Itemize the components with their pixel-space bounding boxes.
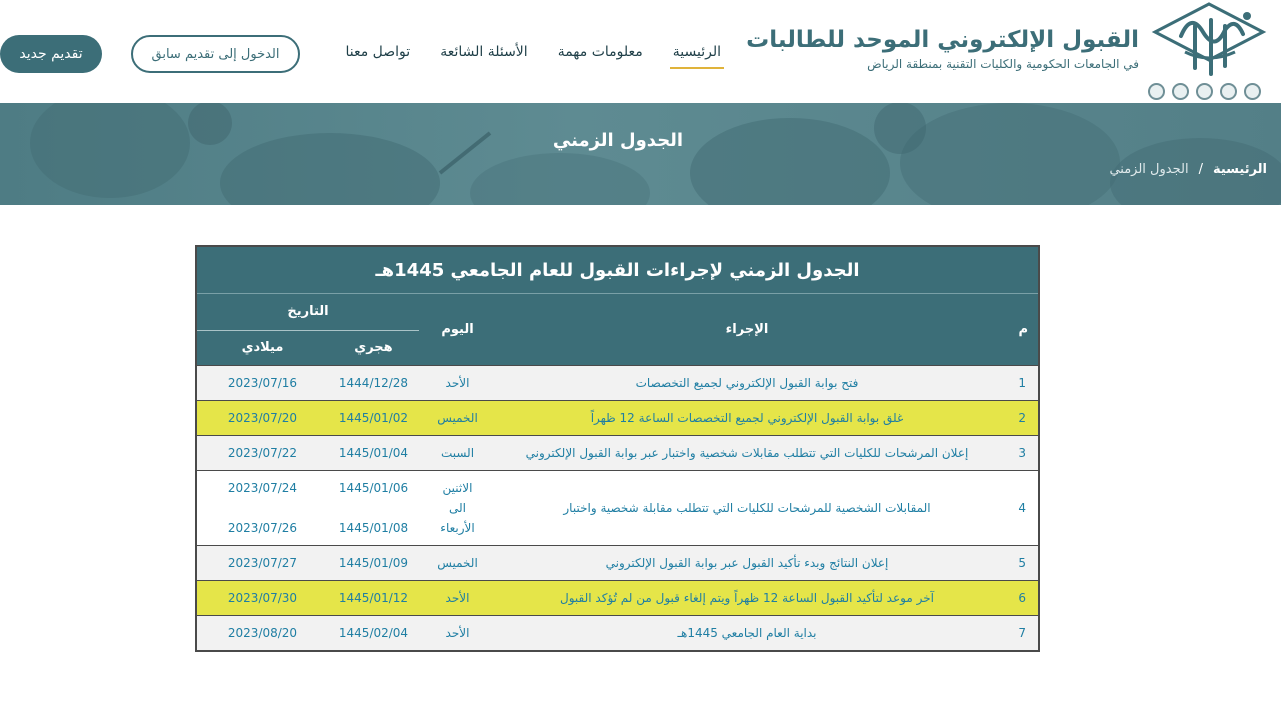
table-row (197, 470, 1038, 545)
site-logo[interactable] (1151, 2, 1267, 100)
row-gregorian-range (197, 470, 328, 545)
row-hijri-from: 1445/01/06 (338, 480, 409, 495)
breadcrumb-current: الجدول الزمني (1109, 162, 1189, 177)
row-num: 5 (998, 545, 1038, 580)
seal-icon (1196, 83, 1213, 100)
row-hijri: 1445/01/09 (328, 545, 419, 580)
breadcrumb-separator: / (1198, 162, 1203, 177)
row-procedure: المقابلات الشخصية للمرشحات للكليات التي تتطلب مقابلة شخصية واختبار (496, 470, 998, 545)
header-gregorian: ميلادي (197, 330, 328, 365)
row-day-from: الاثنين (442, 480, 473, 495)
table-row (197, 580, 1038, 615)
row-hijri-range (328, 470, 419, 545)
login-previous-application-button[interactable]: الدخول إلى تقديم سابق (131, 35, 300, 73)
row-hijri: 1444/12/28 (328, 365, 419, 400)
row-num: 4 (998, 470, 1038, 545)
seal-icon (1220, 83, 1237, 100)
nav-item-faq[interactable]: الأسئلة الشائعة (440, 44, 528, 60)
row-day-to-label: الى (449, 500, 466, 515)
row-gregorian: 2023/07/30 (197, 580, 328, 615)
row-procedure: آخر موعد لتأكيد القبول الساعة 12 ظهراً ويتم إلغاء قبول من لم تُؤكد القبول (496, 580, 998, 615)
header-date: التاريخ (197, 294, 419, 330)
nav-item-important-info[interactable]: معلومات مهمة (557, 44, 643, 60)
row-procedure: إعلان المرشحات للكليات التي تتطلب مقابلات شخصية واختبار عبر بوابة القبول الإلكتروني (496, 435, 998, 470)
nav-item-home[interactable]: الرئيسية (673, 42, 721, 66)
row-day-to: الأربعاء (440, 520, 475, 535)
row-gregorian: 2023/08/20 (197, 615, 328, 650)
partner-seals (1148, 83, 1261, 100)
breadcrumb (1109, 162, 1267, 177)
site-subtitle: في الجامعات الحكومية والكليات التقنية بمنطقة الرياض (867, 57, 1139, 71)
row-num: 3 (998, 435, 1038, 470)
header-procedure: الإجراء (496, 294, 998, 365)
row-procedure: فتح بوابة القبول الإلكتروني لجميع التخصصات (496, 365, 998, 400)
row-num: 1 (998, 365, 1038, 400)
row-num: 6 (998, 580, 1038, 615)
breadcrumb-home-link[interactable]: الرئيسية (1212, 162, 1267, 177)
row-procedure: إعلان النتائج وبدء تأكيد القبول عبر بوابة القبول الإلكتروني (496, 545, 998, 580)
row-procedure: بداية العام الجامعي 1445هـ (496, 615, 998, 650)
row-num: 2 (998, 400, 1038, 435)
page-title: الجدول الزمني (552, 130, 684, 151)
table-row (197, 400, 1038, 435)
row-gregorian-from: 2023/07/24 (227, 480, 298, 495)
row-hijri: 1445/01/04 (328, 435, 419, 470)
row-day: الأحد (419, 615, 496, 650)
row-procedure: غلق بوابة القبول الإلكتروني لجميع التخصصات الساعة 12 ظهراً (496, 400, 998, 435)
row-gregorian: 2023/07/22 (197, 435, 328, 470)
row-num: 7 (998, 615, 1038, 650)
nav-item-contact[interactable]: تواصل معنا (345, 44, 411, 60)
row-gregorian-to: 2023/07/26 (227, 520, 298, 535)
site-title: القبول الإلكتروني الموحد للطالبات (746, 27, 1139, 53)
graduates-silhouette-image (0, 103, 1281, 205)
header-day: اليوم (419, 294, 496, 365)
seal-icon (1244, 83, 1261, 100)
row-gregorian: 2023/07/27 (197, 545, 328, 580)
calligraphy-logo-icon (1151, 2, 1267, 82)
row-day: الخميس (419, 545, 496, 580)
schedule-table (197, 294, 1038, 650)
page-banner (0, 103, 1281, 205)
main-nav (345, 42, 721, 66)
row-day: الأحد (419, 365, 496, 400)
table-row (197, 435, 1038, 470)
row-hijri: 1445/01/12 (328, 580, 419, 615)
table-row (197, 545, 1038, 580)
site-header (0, 0, 1281, 103)
schedule-table-card (195, 245, 1040, 652)
row-hijri-to: 1445/01/08 (338, 520, 409, 535)
row-gregorian: 2023/07/20 (197, 400, 328, 435)
header-num: م (998, 294, 1038, 365)
table-row (197, 615, 1038, 650)
row-day: السبت (419, 435, 496, 470)
row-day-range (419, 470, 496, 545)
schedule-title: الجدول الزمني لإجراءات القبول للعام الجامعي 1445هـ (197, 247, 1038, 294)
row-day: الأحد (419, 580, 496, 615)
row-gregorian: 2023/07/16 (197, 365, 328, 400)
seal-icon (1148, 83, 1165, 100)
header-hijri: هجري (328, 330, 419, 365)
row-hijri: 1445/01/02 (328, 400, 419, 435)
new-application-button[interactable]: تقديم جديد (0, 35, 102, 73)
table-row (197, 365, 1038, 400)
seal-icon (1172, 83, 1189, 100)
row-day: الخميس (419, 400, 496, 435)
row-hijri: 1445/02/04 (328, 615, 419, 650)
